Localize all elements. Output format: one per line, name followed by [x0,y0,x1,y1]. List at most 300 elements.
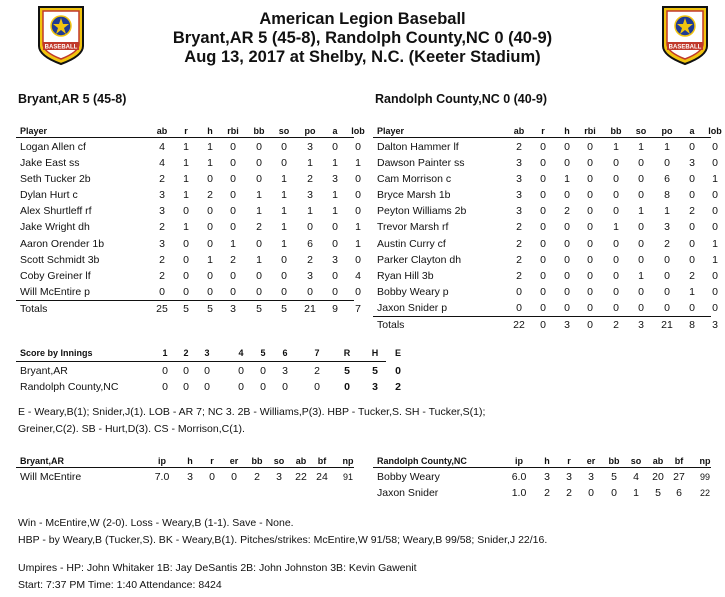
divider [16,467,354,468]
stat-r: 0 [540,173,546,186]
stat-bb: 0 [613,285,619,298]
rhe-header: R [343,348,351,358]
table-row [373,485,711,501]
stat-bb: 1 [613,221,619,234]
stat-so: 0 [638,285,644,298]
game-notes-line1: E - Weary,B(1); Snider,J(1). LOB - AR 7; NC 3. 2B - Williams,P(3). HBP - Tucker,S. SH - Tucker,S(1); [18,406,486,418]
stat-h: 1 [564,173,570,186]
game-result: Bryant,AR 5 (45-8), Randolph County,NC 0 (40-9) [172,29,553,47]
table-row [16,219,361,235]
stat-rbi: 0 [230,141,236,153]
column-header-player: Player [20,126,48,136]
table-row [373,139,718,155]
stat-bb: 0 [613,269,619,282]
pitcher-name: Will McEntire [20,471,82,483]
stat-lob: 0 [355,285,361,298]
team-name: Bryant,AR [20,365,68,377]
batting-header-row [16,125,365,137]
player-name: Bobby Weary p [377,285,449,298]
stat-a: 1 [332,205,338,218]
player-name: Parker Clayton dh [377,253,462,266]
stat-ip: 6.0 [511,471,527,483]
stat-ab: 0 [516,285,522,298]
stat-ab: 3 [159,205,165,218]
stat-r: 1 [183,141,189,153]
rhe-value: 0 [395,365,401,377]
stat-h: 0 [564,301,570,314]
player-name: Seth Tucker 2b [20,173,91,186]
pitcher-name: Bobby Weary [377,471,440,483]
inning-score: 0 [183,381,189,393]
stat-rbi: 0 [230,269,236,282]
stat-ab: 3 [516,205,522,218]
stat-rbi: 2 [230,253,236,266]
column-header-so: so [273,456,285,466]
stat-bb: 2 [256,221,262,234]
stat-rbi: 1 [230,237,236,250]
stat-po: 1 [664,141,670,153]
stat-r: 1 [183,189,189,202]
column-header-ip: ip [158,456,166,466]
stat-h: 3 [187,471,193,483]
table-row [373,219,718,235]
stat-po: 1 [307,157,313,170]
stat-er: 0 [588,487,594,500]
stat-bb: 0 [256,173,262,186]
stat-a: 0 [332,285,338,298]
player-name: Austin Curry cf [377,237,446,250]
column-header-np: np [342,456,354,466]
stat-a: 2 [689,205,695,218]
column-header-bb: bb [253,126,265,136]
stat-so: 0 [638,173,644,186]
stat-bb: 0 [613,237,619,250]
stat-so: 0 [638,189,644,202]
stat-a: 1 [689,285,695,298]
inning-header: 4 [238,348,244,358]
innings-header-row [16,345,401,361]
rhe-value: 5 [372,365,378,377]
home-team-title: Randolph County,NC 0 (40-9) [375,92,547,106]
stat-rbi: 0 [230,221,236,234]
table-row [16,252,361,268]
stat-r: 0 [183,285,189,298]
stat-ab: 2 [159,269,165,282]
table-row [373,252,718,268]
pitcher-name: Jaxon Snider [377,487,439,500]
stat-bb: 0 [613,253,619,266]
player-name: Cam Morrison c [377,173,452,186]
stat-lob: 0 [712,189,718,202]
stat-ab: 3 [516,189,522,202]
stat-rbi: 0 [230,173,236,186]
stat-lob: 0 [355,173,361,186]
stat-np: 91 [342,472,353,482]
player-name: Trevor Marsh rf [377,221,449,234]
stat-h: 0 [207,205,213,218]
stat-r: 0 [540,189,546,202]
stat-a: 3 [689,157,695,170]
stat-h: 0 [564,237,570,250]
stat-h: 0 [564,253,570,266]
score-by-innings-title: Score by Innings [20,348,93,358]
stat-so: 1 [281,237,287,250]
column-header-r: r [184,126,188,136]
stat-po: 1 [307,205,313,218]
total-rbi: 3 [230,302,236,315]
stat-rbi: 0 [230,205,236,218]
svg-text:BASEBALL: BASEBALL [668,44,702,51]
pitching-misc: HBP - by Weary,B (Tucker,S). BK - Weary,B(1). Pitches/strikes: McEntire,W 91/58; Weary,B 99/58; Snider,J 22/16. [18,534,548,546]
stat-ab: 4 [159,157,165,170]
stat-h: 1 [207,253,213,266]
stat-ab: 3 [159,237,165,250]
inning-header: 5 [260,348,266,358]
stat-h: 2 [207,189,213,202]
stat-r: 0 [183,237,189,250]
stat-bb: 0 [256,237,262,250]
column-header-ab: ab [513,126,525,136]
stat-a: 0 [689,141,695,153]
column-header-a: a [689,126,695,136]
stat-po: 0 [664,269,670,282]
column-header-ab: ab [295,456,307,466]
stat-r: 0 [540,301,546,314]
stat-rbi: 0 [587,205,593,218]
table-row [373,171,718,187]
stat-so: 1 [281,173,287,186]
stat-bb: 1 [256,189,262,202]
totals-label: Totals [377,319,405,332]
stat-a: 0 [689,189,695,202]
stat-r: 0 [540,269,546,282]
game-start-time-attendance: Start: 7:37 PM Time: 1:40 Attendance: 8424 [18,579,222,591]
stat-so: 0 [281,141,287,153]
column-header-rbi: rbi [584,126,596,136]
stat-ab: 2 [516,141,522,153]
stat-h: 0 [207,285,213,298]
column-header-po: po [304,126,316,136]
total-ab: 25 [156,302,168,315]
stat-a: 0 [689,237,695,250]
batting-header-row [373,125,722,137]
column-header-bb: bb [608,456,620,466]
column-header-h: h [207,126,213,136]
stat-a: 0 [332,141,338,153]
stat-lob: 1 [712,253,718,266]
stat-r: 0 [183,205,189,218]
stat-r: 0 [183,269,189,282]
score-by-innings-table [16,345,401,395]
stat-r: 0 [540,221,546,234]
stat-a: 0 [689,173,695,186]
stat-so: 0 [281,157,287,170]
inning-score: 0 [162,365,168,377]
game-date-location: Aug 13, 2017 at Shelby, N.C. (Keeter Stadium) [184,48,541,66]
column-header-a: a [332,126,338,136]
stat-bf: 6 [676,487,682,500]
player-name: Will McEntire p [20,285,91,298]
pitching-header-row [16,455,354,467]
stat-ab: 2 [516,253,522,266]
stat-ab: 2 [159,221,165,234]
stat-po: 3 [307,141,313,153]
column-header-bf: bf [317,456,327,466]
column-header-player: Player [377,126,405,136]
stat-er: 3 [588,471,594,483]
column-header-np: np [699,456,711,466]
stat-rbi: 0 [587,237,593,250]
stat-h: 0 [207,173,213,186]
stat-ip: 7.0 [154,471,170,483]
stat-r: 0 [209,471,215,483]
stat-bf: 27 [673,471,685,483]
stat-po: 2 [307,173,313,186]
column-header-lob: lob [351,126,365,136]
stat-po: 1 [664,205,670,218]
stat-h: 3 [544,471,550,483]
rhe-value: 0 [344,381,350,393]
stat-so: 0 [281,253,287,266]
stat-lob: 0 [712,285,718,298]
stat-po: 3 [664,221,670,234]
player-name: Dawson Painter ss [377,157,465,170]
stat-bb: 0 [256,141,262,153]
stat-rbi: 0 [587,285,593,298]
column-header-h: h [544,456,550,466]
inning-score: 0 [204,381,210,393]
stat-ab: 22 [295,471,307,483]
stat-po: 0 [307,285,313,298]
stat-so: 1 [281,221,287,234]
total-po: 21 [304,302,316,315]
player-name: Dalton Hammer lf [377,141,459,153]
stat-bb: 1 [613,141,619,153]
stat-er: 0 [231,471,237,483]
stat-ab: 0 [516,301,522,314]
stat-r: 0 [540,141,546,153]
stat-h: 0 [564,269,570,282]
inning-score: 0 [260,381,266,393]
stat-ip: 1.0 [511,487,527,500]
table-row [373,155,718,171]
stat-a: 0 [689,221,695,234]
stat-lob: 1 [712,173,718,186]
game-notes-line2: Greiner,C(2). SB - Hurt,D(3). CS - Morrison,C(1). [18,423,245,435]
column-header-er: er [229,456,239,466]
rhe-header: H [371,348,379,358]
stat-r: 0 [183,253,189,266]
stat-a: 3 [332,253,338,266]
stat-ab: 4 [159,141,165,153]
column-header-ip: ip [515,456,523,466]
stat-so: 0 [638,301,644,314]
table-row [16,284,361,300]
column-header-po: po [661,126,673,136]
stat-r: 1 [183,173,189,186]
table-row [16,469,354,485]
pitching-team-name: Randolph County,NC [377,456,467,466]
total-lob: 3 [712,319,718,332]
player-name: Peyton Williams 2b [377,205,467,218]
stat-h: 0 [564,189,570,202]
table-row [373,284,718,300]
total-ab: 22 [513,319,525,332]
stat-po: 2 [307,253,313,266]
stat-po: 2 [664,237,670,250]
stat-rbi: 0 [587,301,593,314]
stat-so: 1 [638,269,644,282]
stat-h: 0 [564,221,570,234]
divider [16,137,354,138]
totals-label: Totals [20,302,48,315]
rhe-header: E [394,348,401,358]
stat-bb: 5 [611,471,617,483]
inning-score: 0 [183,365,189,377]
total-rbi: 0 [587,319,593,332]
stat-bb: 0 [613,157,619,170]
stat-np: 22 [699,488,710,499]
stat-rbi: 0 [587,141,593,153]
stat-h: 0 [207,269,213,282]
home-pitching-table [373,455,711,501]
stat-ab: 2 [159,253,165,266]
column-header-so: so [635,126,647,136]
stat-ab: 3 [516,173,522,186]
stat-bb: 0 [613,301,619,314]
total-so: 5 [281,302,287,315]
stat-po: 3 [307,189,313,202]
column-header-r: r [210,456,214,466]
rhe-value: 5 [344,365,350,377]
inning-score: 0 [260,365,266,377]
stat-lob: 4 [355,269,361,282]
stat-lob: 0 [355,205,361,218]
page-title: American Legion Baseball [259,10,466,28]
totals-row [16,301,361,317]
inning-score: 0 [162,381,168,393]
stat-lob: 0 [712,157,718,170]
stat-so: 3 [276,471,282,483]
stat-a: 0 [689,301,695,314]
inning-score: 0 [238,381,244,393]
home-batting-table [373,125,722,333]
player-name: Ryan Hill 3b [377,269,434,282]
inning-score: 0 [282,381,288,393]
column-header-ab: ab [156,126,168,136]
inning-score: 0 [204,365,210,377]
stat-a: 0 [332,269,338,282]
stat-so: 1 [281,205,287,218]
stat-so: 0 [281,269,287,282]
stat-bb: 1 [256,253,262,266]
stat-h: 1 [207,141,213,153]
svg-text:BASEBALL: BASEBALL [44,44,78,51]
table-row [16,379,401,395]
divider [373,467,711,468]
stat-a: 2 [689,269,695,282]
stat-lob: 1 [355,237,361,250]
stat-lob: 0 [712,141,718,153]
stat-h: 0 [564,141,570,153]
total-a: 9 [332,302,338,315]
stat-a: 1 [332,157,338,170]
stat-bb: 0 [613,173,619,186]
stat-np: 99 [699,472,710,482]
pitching-header-row [373,455,711,467]
stat-ab: 3 [159,189,165,202]
stat-so: 4 [633,471,639,483]
table-row [16,155,361,171]
stat-a: 0 [332,237,338,250]
total-h: 5 [207,302,213,315]
stat-po: 0 [664,253,670,266]
total-so: 3 [638,319,644,332]
away-batting-table [16,125,365,317]
player-name: Jake Wright dh [20,221,90,234]
stat-a: 0 [689,253,695,266]
stat-ab: 5 [655,487,661,500]
table-row [373,203,718,219]
stat-r: 2 [566,487,572,500]
table-row [373,268,718,284]
inning-header: 7 [314,348,320,358]
total-po: 21 [661,319,673,332]
stat-lob: 0 [355,189,361,202]
stat-h: 0 [207,237,213,250]
column-header-rbi: rbi [227,126,239,136]
stat-bb: 0 [611,487,617,500]
column-header-bb: bb [610,126,622,136]
stat-a: 3 [332,173,338,186]
stat-h: 2 [544,487,550,500]
stat-po: 0 [307,221,313,234]
stat-rbi: 0 [587,189,593,202]
stat-a: 0 [332,221,338,234]
player-name: Alex Shurtleff rf [20,205,92,218]
table-row [16,236,361,252]
stat-rbi: 0 [230,157,236,170]
column-header-r: r [541,126,545,136]
player-name: Coby Greiner lf [20,269,91,282]
stat-lob: 0 [712,205,718,218]
table-row [16,171,361,187]
rhe-value: 3 [372,381,378,393]
stat-lob: 1 [712,237,718,250]
stat-lob: 1 [355,221,361,234]
stat-rbi: 0 [587,157,593,170]
column-header-er: er [586,456,596,466]
stat-h: 2 [564,205,570,218]
player-name: Bryce Marsh 1b [377,189,451,202]
column-header-bb: bb [251,456,263,466]
stat-rbi: 0 [587,269,593,282]
stat-lob: 0 [712,269,718,282]
stat-h: 0 [207,221,213,234]
stat-so: 1 [638,141,644,153]
pitching-decisions: Win - McEntire,W (2-0). Loss - Weary,B (1-1). Save - None. [18,517,294,529]
stat-ab: 2 [159,173,165,186]
stat-bb: 1 [256,205,262,218]
inning-header: 3 [204,348,210,358]
stat-bb: 0 [256,157,262,170]
table-row [373,187,718,203]
player-name: Jake East ss [20,157,80,170]
stat-h: 0 [564,285,570,298]
stat-po: 6 [664,173,670,186]
table-row [16,187,361,203]
total-r: 0 [540,319,546,332]
